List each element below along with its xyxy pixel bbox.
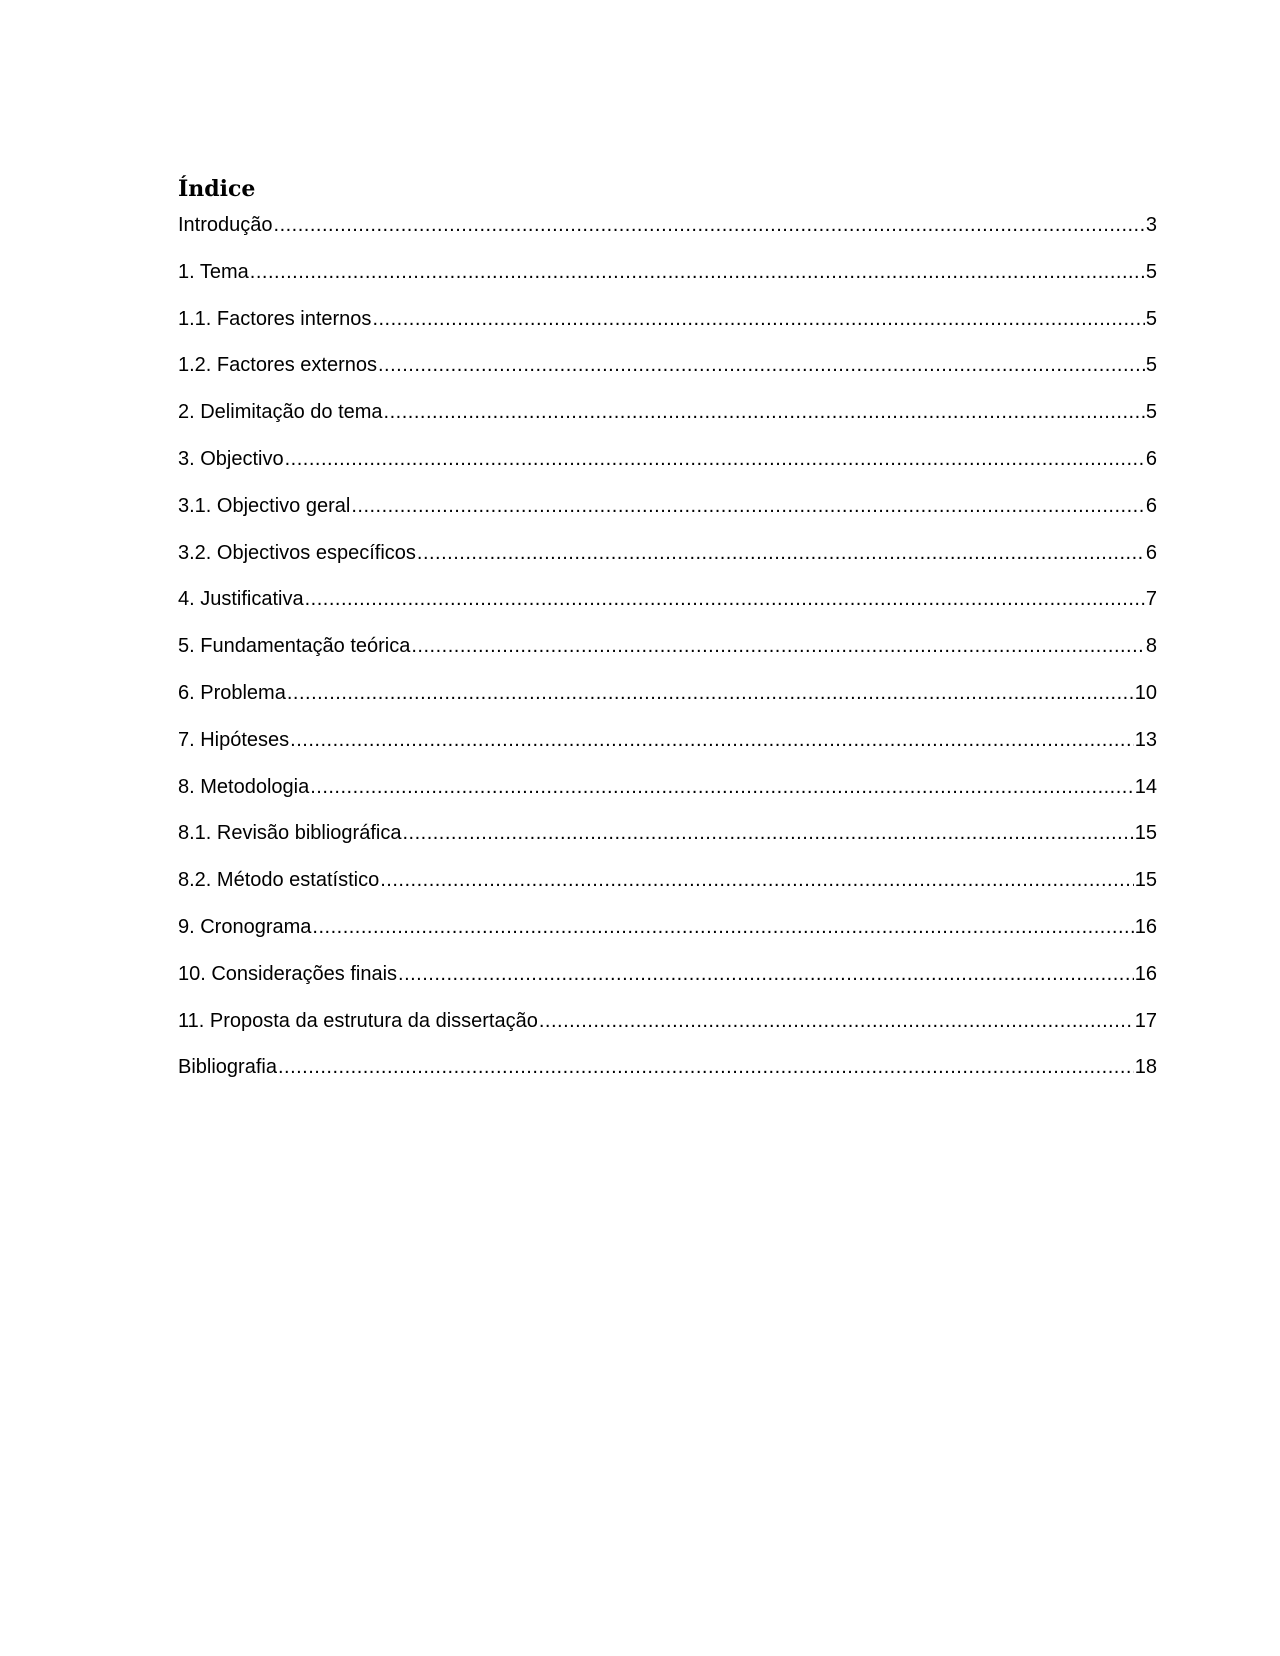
toc-entry[interactable] — [178, 916, 1157, 963]
toc-entry[interactable] — [178, 1010, 1157, 1057]
toc-entry-label: 1.2. Factores externos — [178, 354, 377, 377]
toc-entry[interactable] — [178, 495, 1157, 542]
toc-entry[interactable] — [178, 822, 1157, 869]
toc-dot-leader — [417, 542, 1145, 565]
toc-entry-label: 5. Fundamentação teórica — [178, 635, 411, 658]
toc-entry-label: 8.1. Revisão bibliográfica — [178, 822, 402, 845]
toc-dot-leader — [384, 401, 1145, 424]
toc-entry-label: 1. Tema — [178, 260, 249, 283]
toc-entry-page: 18 — [1134, 1056, 1157, 1079]
toc-entry[interactable] — [178, 401, 1157, 448]
toc-dot-leader — [411, 635, 1145, 658]
toc-entry-label: 9. Cronograma — [178, 915, 312, 938]
toc-entry-page: 3 — [1145, 214, 1157, 236]
toc-entry[interactable] — [178, 308, 1157, 355]
toc-entry-label: 8. Metodologia — [178, 775, 310, 798]
toc-entry-page: 16 — [1134, 962, 1157, 985]
toc-entry-label: 3. Objectivo — [178, 447, 284, 470]
toc-list — [178, 214, 1157, 1103]
toc-dot-leader — [380, 869, 1134, 892]
toc-entry-label: 2. Delimitação do tema — [178, 401, 383, 424]
toc-entry[interactable] — [178, 542, 1157, 589]
toc-entry-label: 11. Proposta da estrutura da dissertação — [178, 1009, 538, 1032]
toc-dot-leader — [285, 448, 1145, 471]
toc-entry[interactable] — [178, 354, 1157, 401]
toc-dot-leader — [250, 261, 1145, 284]
toc-entry[interactable] — [178, 869, 1157, 916]
toc-entry-page: 6 — [1145, 447, 1157, 470]
toc-entry-page: 10 — [1134, 681, 1157, 704]
toc-dot-leader — [305, 588, 1145, 611]
toc-entry[interactable] — [178, 1056, 1157, 1103]
toc-entry-page: 16 — [1134, 915, 1157, 938]
toc-entry[interactable] — [178, 776, 1157, 823]
table-of-contents — [178, 176, 1157, 1103]
toc-dot-leader — [398, 963, 1134, 986]
toc-dot-leader — [312, 916, 1133, 939]
toc-dot-leader — [351, 495, 1145, 518]
toc-entry-page: 8 — [1145, 635, 1157, 658]
toc-entry-page: 14 — [1134, 775, 1157, 798]
toc-entry[interactable] — [178, 682, 1157, 729]
toc-entry-page: 5 — [1145, 307, 1157, 330]
toc-entry[interactable] — [178, 588, 1157, 635]
toc-title: Índice — [178, 176, 256, 202]
toc-dot-leader — [402, 822, 1133, 845]
toc-entry-page: 15 — [1134, 869, 1157, 892]
toc-entry-page: 6 — [1145, 541, 1157, 564]
toc-entry[interactable] — [178, 448, 1157, 495]
toc-entry-page: 15 — [1134, 822, 1157, 845]
toc-dot-leader — [290, 729, 1134, 752]
toc-entry-label: 3.1. Objectivo geral — [178, 494, 351, 517]
toc-dot-leader — [274, 214, 1145, 237]
toc-entry-label: Introdução — [178, 214, 273, 236]
toc-entry-page: 6 — [1145, 494, 1157, 517]
toc-entry-label: 3.2. Objectivos específicos — [178, 541, 416, 564]
toc-entry-label: 4. Justificativa — [178, 588, 304, 611]
toc-entry-label: 10. Considerações finais — [178, 962, 398, 985]
toc-entry-label: Bibliografia — [178, 1056, 277, 1079]
toc-entry-label: 6. Problema — [178, 681, 286, 704]
toc-entry-label: 7. Hipóteses — [178, 728, 290, 751]
toc-entry-label: 8.2. Método estatístico — [178, 869, 380, 892]
toc-entry-page: 17 — [1134, 1009, 1157, 1032]
toc-dot-leader — [539, 1010, 1134, 1033]
toc-entry[interactable] — [178, 635, 1157, 682]
toc-entry[interactable] — [178, 729, 1157, 776]
toc-entry[interactable] — [178, 214, 1157, 261]
toc-entry-page: 13 — [1134, 728, 1157, 751]
toc-entry[interactable] — [178, 963, 1157, 1010]
toc-entry-page: 5 — [1145, 354, 1157, 377]
toc-dot-leader — [278, 1056, 1134, 1079]
toc-dot-leader — [287, 682, 1134, 705]
toc-entry-label: 1.1. Factores internos — [178, 307, 372, 330]
toc-entry-page: 5 — [1145, 401, 1157, 424]
toc-entry-page: 7 — [1145, 588, 1157, 611]
toc-entry-page: 5 — [1145, 260, 1157, 283]
toc-dot-leader — [372, 308, 1144, 331]
toc-dot-leader — [310, 776, 1134, 799]
toc-dot-leader — [378, 354, 1145, 377]
toc-entry[interactable] — [178, 261, 1157, 308]
